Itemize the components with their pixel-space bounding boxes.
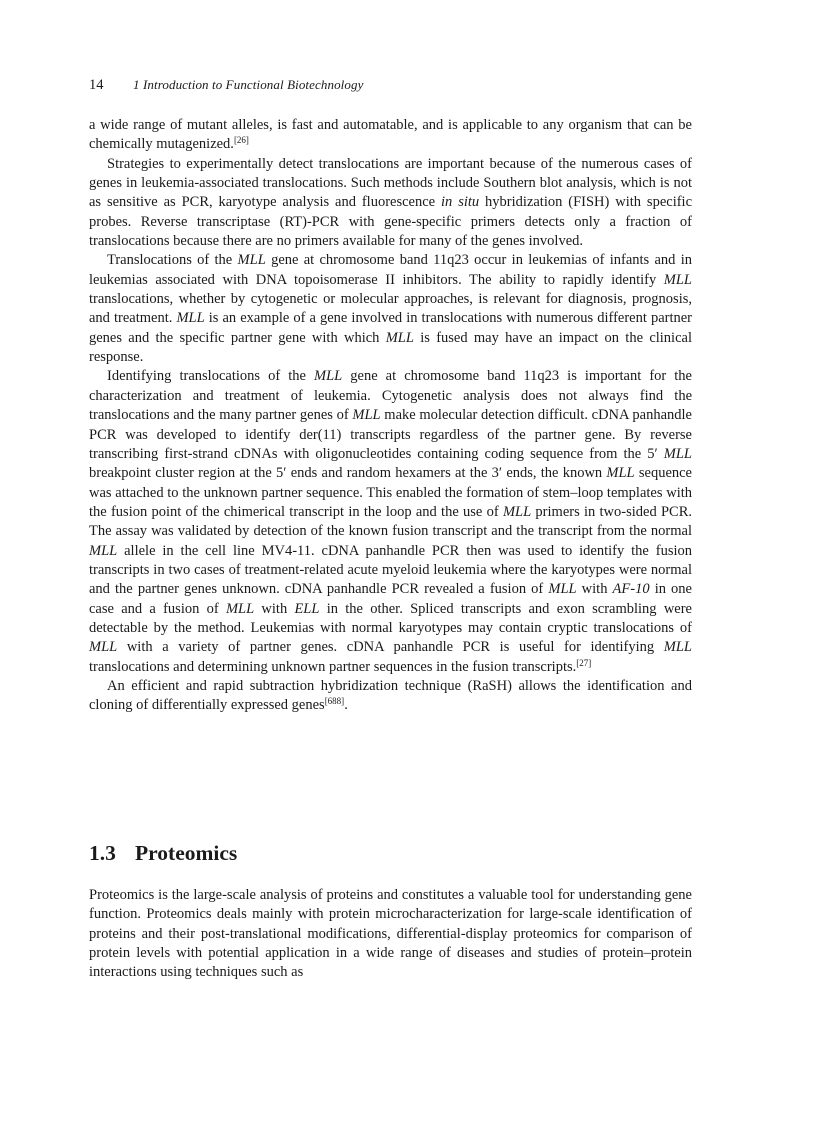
in-situ-term: in situ bbox=[441, 194, 480, 211]
section-heading bbox=[89, 838, 692, 868]
paragraph-3 bbox=[89, 251, 692, 367]
paragraph-4-text-c: make molecular detection difficult. cDNA panhandle PCR was developed to identify der(11) transcripts regardless of the partner gene. By reverse transcribing first-strand cDNAs with oligonucleotides containing coding sequence from the 5′ bbox=[89, 407, 692, 462]
paragraph-5-text-a: An efficient and rapid subtraction hybridization technique (RaSH) allows the identification and cloning of differentially expressed genes bbox=[89, 677, 692, 714]
gene-mll: MLL bbox=[225, 600, 255, 617]
paragraph-5 bbox=[89, 677, 692, 716]
paragraph-4-text-g: allele in the cell line MV4-11. cDNA panhandle PCR then was used to identify the fusion transcripts in two cases of treatment-related acute myeloid leukemia where the karyotypes were normal and the partner genes unknown. cDNA panhandle PCR revealed a fusion of bbox=[89, 542, 692, 598]
gene-mll: MLL bbox=[385, 329, 414, 346]
reference-27: [27] bbox=[576, 657, 592, 668]
paragraph-4-text-d: breakpoint cluster region at the 5′ ends and random hexamers at the 3′ ends, the known bbox=[89, 465, 607, 482]
paragraph-3-text-e: is fused may have an impact on the clinical response. bbox=[89, 329, 692, 366]
body-text bbox=[89, 116, 692, 716]
proteomics-paragraph: Proteomics is the large-scale analysis of proteins and constitutes a valuable tool for understanding gene function. Proteomics deals mainly with protein microcharacterization for large-scale identification of proteins and their post-translational modifications, differential-display proteomics for comparison of protein levels with potential application in a wide range of diseases and studies of protein–protein interactions using techniques such as bbox=[89, 887, 692, 981]
paragraph-3-text-c: translocations, whether by cytogenetic or molecular approaches, is relevant for diagnosis, prognosis, and treatment. bbox=[89, 291, 692, 327]
paragraph-4-text-j: with bbox=[254, 600, 295, 617]
page-number: 14 bbox=[89, 77, 104, 93]
gene-mll: MLL bbox=[313, 368, 343, 385]
paragraph-3-text-b: gene at chromosome band 11q23 occur in leukemias of infants and in leukemias associated with DNA topoisomerase II inhibitors. The ability to rapidly identify bbox=[89, 252, 692, 288]
reference-26: [26] bbox=[233, 135, 249, 146]
gene-mll: MLL bbox=[548, 581, 577, 598]
paragraph-1 bbox=[89, 116, 692, 155]
paragraph-4-text-e: sequence was attached to the unknown partner sequence. This enabled the formation of stem–loop templates with the fusion point of the chimerical transcript in the loop and the use of bbox=[89, 465, 692, 520]
paragraph-3-text-d: is an example of a gene involved in translocations with numerous different partner genes and the specific partner gene with which bbox=[89, 310, 693, 346]
paragraph-2 bbox=[89, 155, 692, 252]
paragraph-4-text-i: in one case and a fusion of bbox=[89, 581, 692, 617]
paragraph-4-text-a: Identifying translocations of the bbox=[107, 368, 314, 385]
paragraph-4-text-m: translocations and determining unknown partner sequences in the fusion transcripts. bbox=[89, 658, 577, 675]
section-number: 1.3 bbox=[89, 841, 116, 865]
gene-mll: MLL bbox=[89, 639, 118, 656]
paragraph-4-text-k: in the other. Spliced transcripts and exon scrambling were detectable by the method. Leukemias with normal karyotypes may contain cryptic translocations of bbox=[89, 600, 692, 636]
gene-af10: AF-10 bbox=[612, 581, 650, 598]
reference-688: [688] bbox=[324, 696, 345, 707]
gene-mll: MLL bbox=[89, 542, 118, 559]
gene-mll: MLL bbox=[663, 639, 692, 656]
paragraph-4-text-h: with bbox=[576, 581, 613, 598]
paragraph-2-text-a: Strategies to experimentally detect translocations are important because of the numerous cases of genes in leukemia-associated translocations. Such methods include Southern blot analysis, which is not as sensitive as PCR, karyotype analysis and fluorescence bbox=[89, 155, 692, 211]
paragraph-5-text-b: . bbox=[344, 697, 348, 714]
gene-mll: MLL bbox=[502, 503, 532, 520]
section-title: Proteomics bbox=[135, 841, 238, 865]
gene-mll: MLL bbox=[606, 465, 635, 482]
paragraph-2-text-c: hybridization (FISH) with specific probes. Reverse transcriptase (RT)-PCR with gene-specific primers detects only a fraction of translocations because there are no primers available for many of the genes involved. bbox=[89, 194, 693, 250]
running-head bbox=[89, 75, 709, 95]
paragraph-1-text: a wide range of mutant alleles, is fast and automatable, and is applicable to any organism that can be chemically mutagenized. bbox=[89, 117, 692, 153]
gene-mll: MLL bbox=[663, 271, 692, 288]
gene-mll: MLL bbox=[663, 445, 692, 462]
gene-ell: ELL bbox=[294, 600, 320, 617]
paragraph-4-text-b: gene at chromosome band 11q23 is important for the characterization and treatment of leukemia. Cytogenetic analysis does not always find the translocations and the many partner genes of bbox=[89, 368, 692, 424]
paragraph-4-text-l: with a variety of partner genes. cDNA panhandle PCR is useful for identifying bbox=[117, 639, 664, 656]
gene-mll: MLL bbox=[352, 407, 381, 424]
paragraph-3-text-a: Translocations of the bbox=[107, 252, 238, 269]
paragraph-4 bbox=[89, 367, 692, 677]
gene-mll: MLL bbox=[237, 252, 266, 269]
chapter-title: 1 Introduction to Functional Biotechnology bbox=[133, 77, 364, 92]
paragraph-4-text-f: primers in two-sided PCR. The assay was validated by detection of the known fusion transcript and the transcript from the normal bbox=[89, 503, 692, 540]
section-body bbox=[89, 886, 692, 983]
gene-mll: MLL bbox=[176, 310, 205, 327]
